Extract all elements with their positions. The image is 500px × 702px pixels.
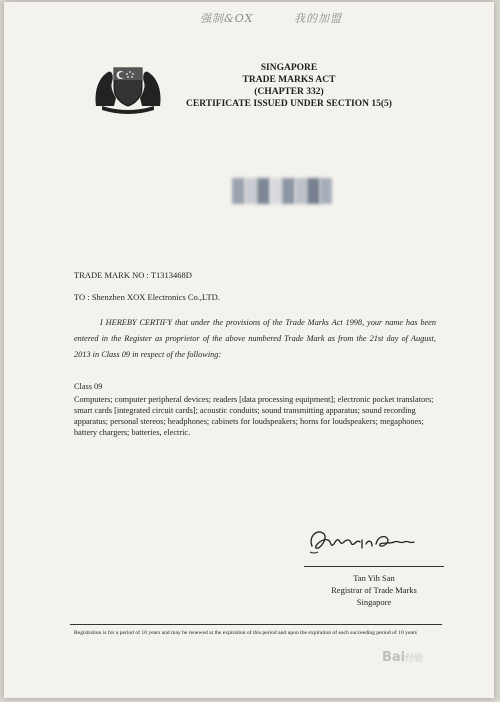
certification-paragraph: I HEREBY CERTIFY that under the provisions of the Trade Marks Act 1998, your name has been entered in the Register as proprietor of the above numbered Trade Mark as from the 21st day of August, 2013 in Class 09 in respect of the following:: [74, 318, 436, 359]
certificate-page: [4, 2, 494, 698]
signatory-name: Tan Yih San: [353, 573, 395, 583]
header-act: TRADE MARKS ACT: [242, 75, 336, 85]
class-label: Class 09: [74, 382, 103, 391]
goods-list: Computers; computer peripheral devices; readers [data processing equipment]; electronic pocket translators; smart cards [integrated circuit cards]; acoustic conduits; sound transmitting apparatus; sound recording apparatus; personal stereos; headphones; cabinets for loudspeakers; horns for loudspeakers; megaphones; battery chargers; batteries, electric.: [74, 395, 434, 437]
certificate-header: [154, 62, 424, 110]
signatory-block: [304, 572, 444, 608]
registrar-signature: [304, 522, 424, 558]
header-chapter: (CHAPTER 332): [254, 87, 324, 97]
registration-footnote: Registration is for a period of 10 years and may be renewed at the expiration of this period and upon the expiration of each succeeding period of 10 years: [74, 630, 417, 636]
blurred-trademark-image: [232, 178, 332, 204]
watermark-brand: Bai: [382, 650, 406, 665]
trade-mark-number: TRADE MARK NO : T1313468D: [74, 270, 192, 280]
header-country: SINGAPORE: [260, 63, 318, 73]
signature-line: [304, 566, 444, 567]
handwritten-note: 强制&OX: [200, 12, 254, 25]
signatory-country: Singapore: [356, 597, 392, 607]
proprietor-line: TO : Shenzhen XOX Electronics Co.,LTD.: [74, 292, 220, 302]
signatory-title: Registrar of Trade Marks: [331, 585, 417, 595]
header-section: CERTIFICATE ISSUED UNDER SECTION 15(5): [186, 99, 392, 109]
footer-divider: [70, 624, 442, 625]
handwritten-note: 我的加盟: [294, 12, 342, 25]
watermark-suffix: 经验: [405, 654, 424, 664]
baidu-watermark: [382, 650, 423, 665]
